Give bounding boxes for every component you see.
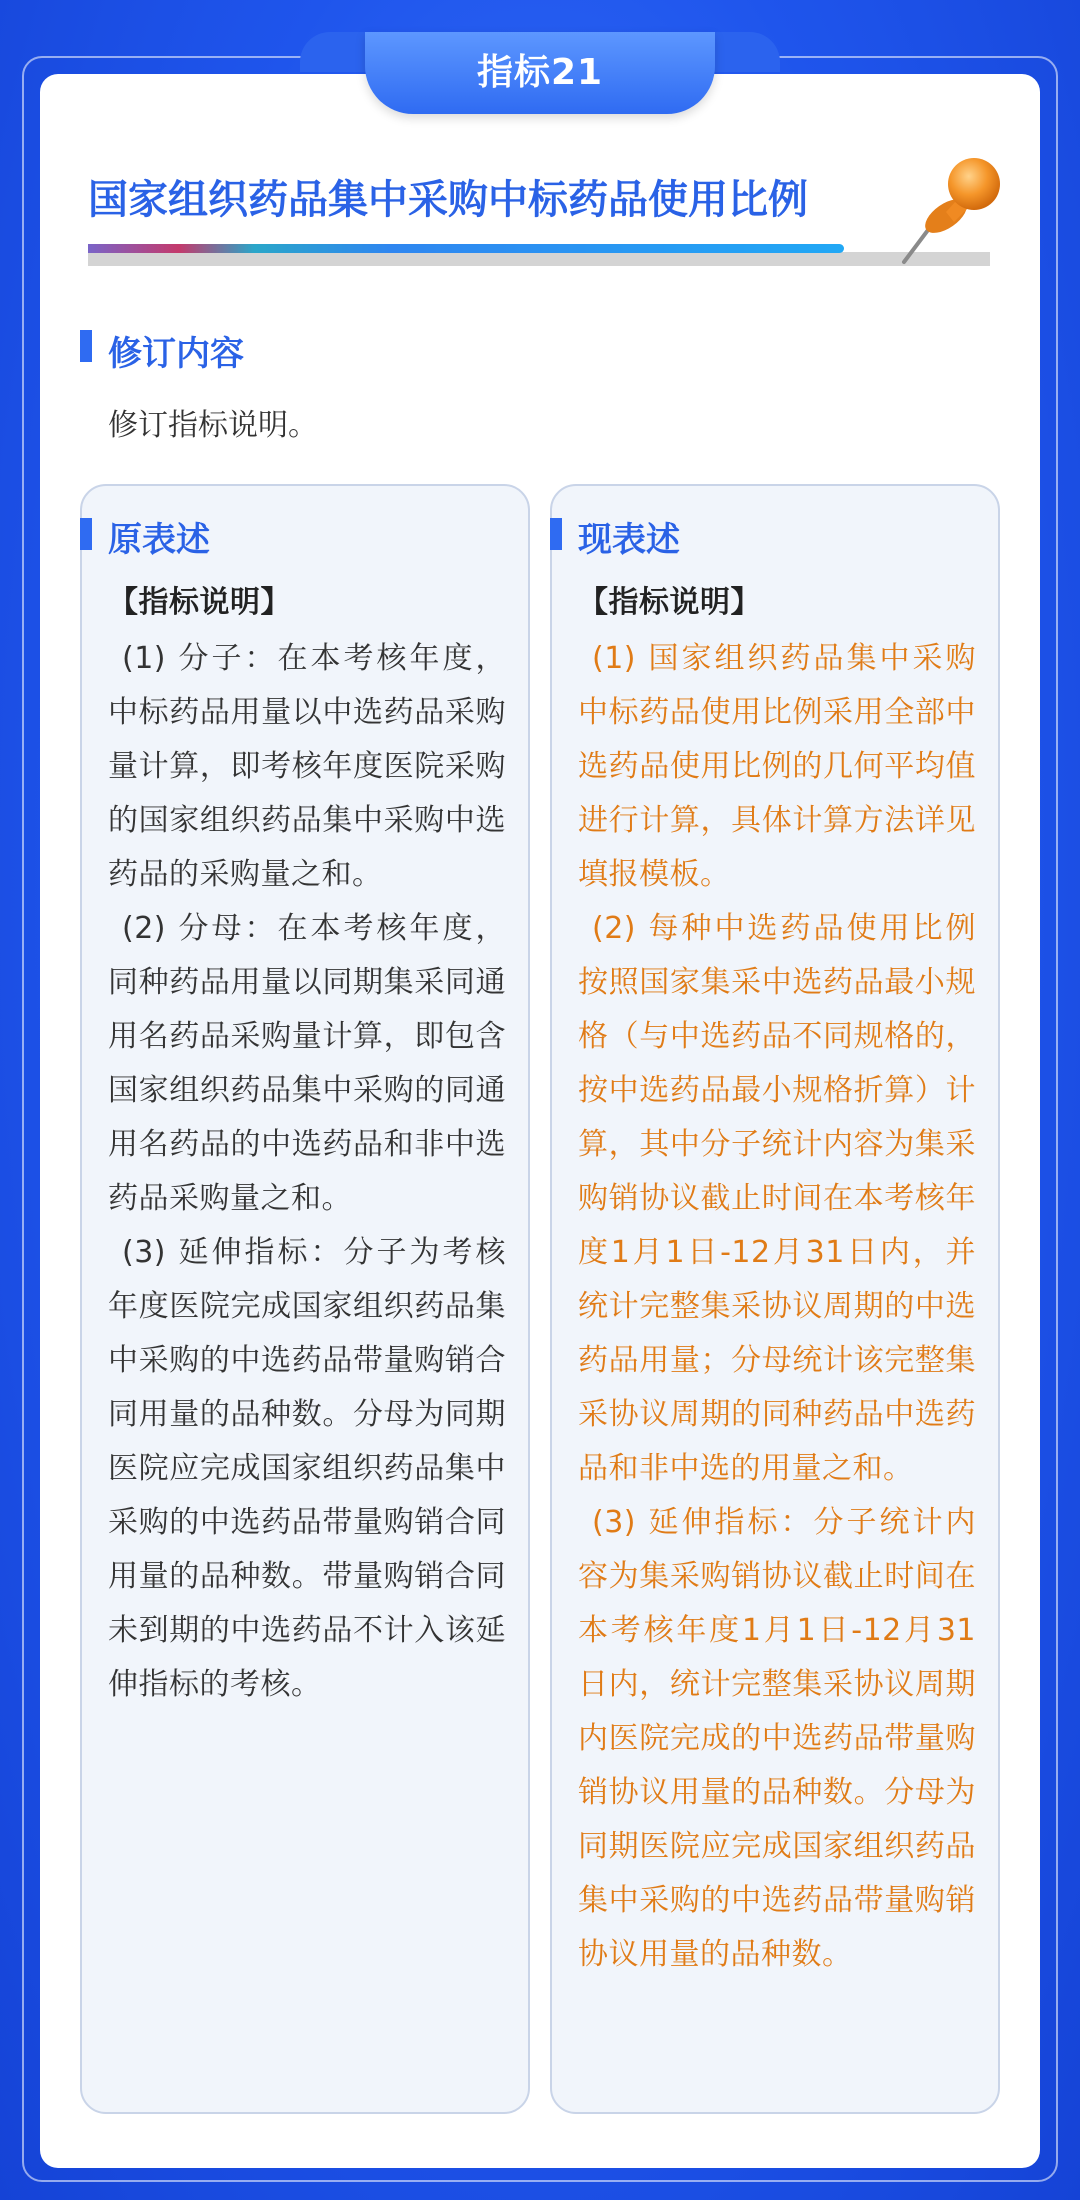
revision-text: 修订指标说明。 [108,408,318,443]
title-underline-blue [88,244,844,253]
current-paragraph-2: (2) 每种中选药品使用比例按照国家集采中选药品最小规格（与中选药品不同规格的，按中选药品最小规格折算）计算，其中分子统计内容为集采购销协议截止时间在本考核年度1月1日-12月31日内，并统计完整集采协议周期的中选药品用量；分母统计该完整集采协议周期的同种药品中选药品和非中选的用量之和。 [578,911,976,1486]
original-paragraph-3: (3) 延伸指标：分子为考核年度医院完成国家组织药品集中采购的中选药品带量购销合同用量的品种数。分母为同期医院应完成国家组织药品集中采购的中选药品带量购销合同用量的品种数。带量购销合同未到期的中选药品不计入该延伸指标的考核。 [108,1235,506,1702]
current-paragraph-3: (3) 延伸指标：分子统计内容为集采购销协议截止时间在本考核年度1月1日-12月31日内，统计完整集采协议周期内医院完成的中选药品带量购销协议用量的品种数。分母为同期医院应完成国家组织药品集中采购的中选药品带量购销协议用量的品种数。 [578,1505,976,1972]
original-paragraph-2: (2) 分母：在本考核年度，同种药品用量以同期集采同通用名药品采购量计算，即包含国家组织药品集中采购的同通用名药品的中选药品和非中选药品采购量之和。 [108,911,506,1216]
current-subheading: 【指标说明】 [578,585,761,620]
indicator-tab-label: 指标21 [476,52,604,93]
current-paragraph-1: (1) 国家组织药品集中采购中标药品使用比例采用全部中选药品使用比例的几何平均值进行计算，具体计算方法详见填报模板。 [578,641,976,892]
revision-heading: 修订内容 [108,334,244,374]
original-paragraph-1: (1) 分子：在本考核年度，中标药品用量以中选药品采购量计算，即考核年度医院采购的国家组织药品集中采购中选药品的采购量之和。 [108,641,506,892]
revision-marker [80,330,92,362]
title-underline-gray [88,252,990,266]
tab-wing-left [300,32,370,72]
original-subheading: 【指标说明】 [108,585,291,620]
current-body [578,576,976,1982]
original-body [108,576,506,1712]
original-marker [80,518,92,550]
current-marker [550,518,562,550]
pushpin-icon [896,150,1006,270]
page-title: 国家组织药品集中采购中标药品使用比例 [88,177,808,223]
current-heading: 现表述 [578,520,680,560]
original-heading: 原表述 [108,520,210,560]
